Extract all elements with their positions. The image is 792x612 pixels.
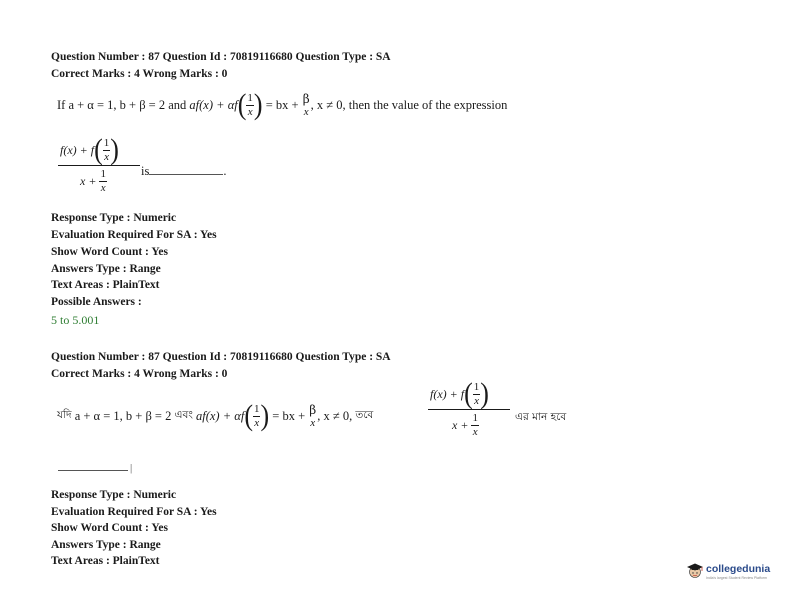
expression-numerator: f(x) + f ( $\frac{1}{x}$ ) xyxy=(430,376,489,411)
response-type: Response Type : Numeric xyxy=(51,489,177,501)
question-stem-bengali: যদি a + α = 1, b + β = 2 এবং af(x) + αf ( $\frac{1}{x}$ ) = bx + β x , x ≠ 0, তবে xyxy=(57,398,374,433)
stem-plus-alpha-f: + αf xyxy=(222,408,245,423)
stem-yadi: যদি xyxy=(57,408,72,421)
stem-lead: If a + α = 1, b + β = 2 and xyxy=(57,97,187,112)
blank-mark: | xyxy=(130,462,133,474)
expression-denominator: x + $\frac{1}{x}$ xyxy=(452,412,478,438)
show-word-count: Show Word Count : Yes xyxy=(51,246,168,258)
expression-fraction xyxy=(58,132,140,194)
evaluation-required: Evaluation Required For SA : Yes xyxy=(51,506,217,518)
stem-ebong: এবং xyxy=(174,408,193,421)
question-stem: If a + α = 1, b + β = 2 and af(x) + αf ( $\frac{1}{x}$ ) = bx + β x , x ≠ 0, then the value of the expression xyxy=(57,87,508,122)
stem-tail-bengali: এর মান হবে xyxy=(515,411,567,423)
stem-plus-alpha-f: + αf xyxy=(216,97,238,112)
stem-fraction-1-over-x: $\frac{1}{x}$ xyxy=(247,91,253,118)
question-marks: Correct Marks : 4 Wrong Marks : 0 xyxy=(51,368,228,380)
stem-eq-bx: = bx + xyxy=(272,408,306,423)
stem-tobe: তবে xyxy=(355,408,374,421)
answer-blank xyxy=(149,174,223,175)
stem-eq-bx: = bx + xyxy=(265,97,299,112)
expression-numerator: f(x) + f ( $\frac{1}{x}$ ) xyxy=(60,132,119,167)
expression-is-blank: is . xyxy=(141,164,227,178)
expression-fraction xyxy=(428,376,510,438)
brand-logo-text: collegedunia xyxy=(706,563,771,575)
stem-lead: a + α = 1, b + β = 2 xyxy=(74,408,172,423)
answers-type: Answers Type : Range xyxy=(51,539,161,551)
stem-fraction-beta-over-x: β x xyxy=(302,91,310,118)
text-areas: Text Areas : PlainText xyxy=(51,555,160,567)
stem-condition: , x ≠ 0, xyxy=(317,408,353,423)
stem-tail: , x ≠ 0, then the value of the expression xyxy=(310,97,508,112)
show-word-count: Show Word Count : Yes xyxy=(51,522,168,534)
text-areas: Text Areas : PlainText xyxy=(51,279,160,291)
question-marks: Correct Marks : 4 Wrong Marks : 0 xyxy=(51,68,228,80)
expression-denominator: x + $\frac{1}{x}$ xyxy=(80,168,106,194)
answer-blank xyxy=(58,470,128,471)
stem-af: af(x) xyxy=(189,97,214,112)
possible-answers-label: Possible Answers : xyxy=(51,296,142,308)
evaluation-required: Evaluation Required For SA : Yes xyxy=(51,229,217,241)
stem-af: af(x) xyxy=(195,408,220,423)
response-type: Response Type : Numeric xyxy=(51,212,177,224)
question-header: Question Number : 87 Question Id : 70819116680 Question Type : SA xyxy=(51,51,391,63)
possible-answers-value: 5 to 5.001 xyxy=(51,313,100,327)
graduate-cap-icon xyxy=(686,561,704,579)
brand-tagline: India's largest Student Review Platform xyxy=(706,576,767,580)
answers-type: Answers Type : Range xyxy=(51,263,161,275)
question-header: Question Number : 87 Question Id : 70819116680 Question Type : SA xyxy=(51,351,391,363)
